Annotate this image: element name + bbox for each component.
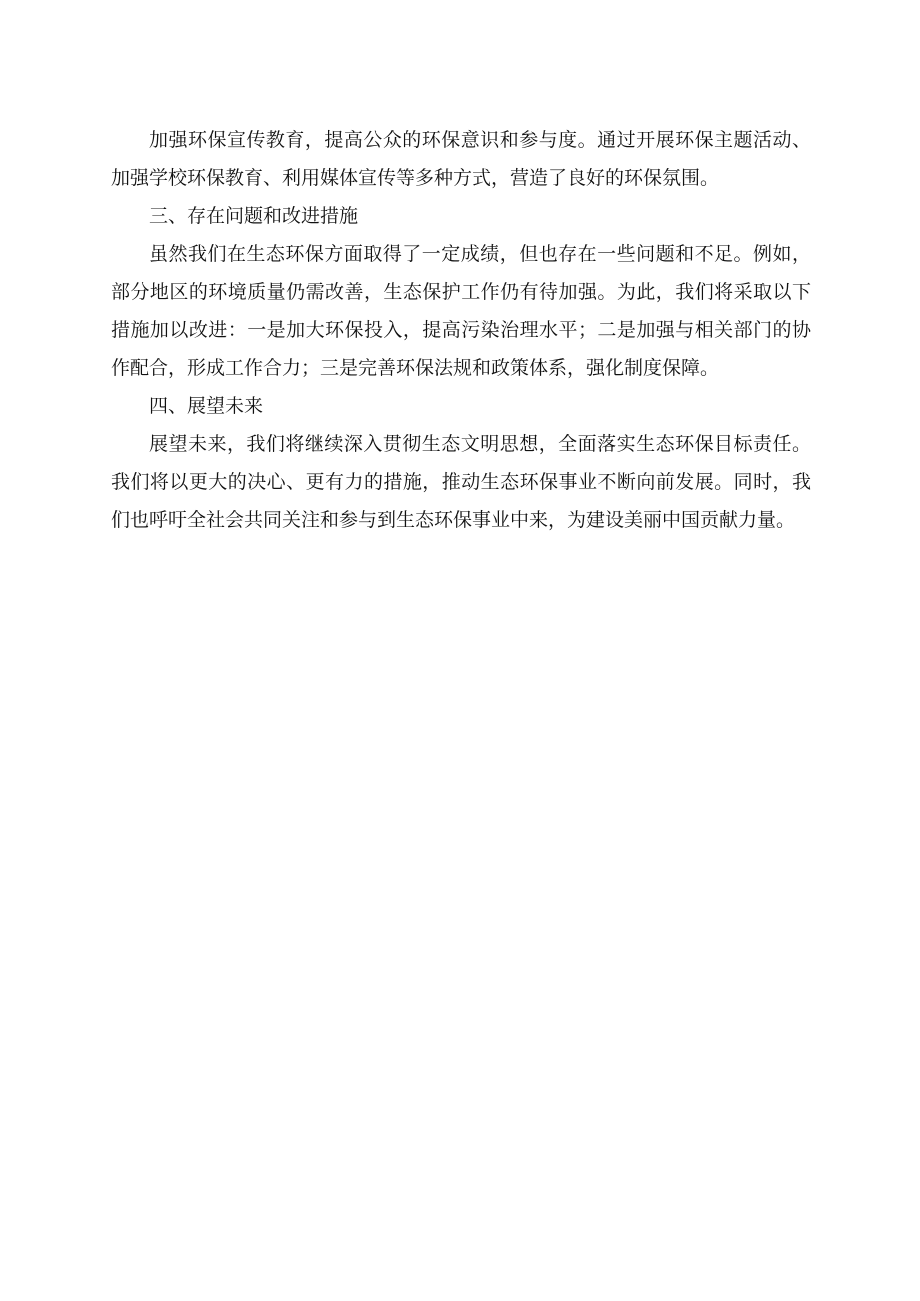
section-heading-outlook: 四、展望未来 bbox=[149, 395, 264, 417]
section-heading-problems-improvements: 三、存在问题和改进措施 bbox=[149, 205, 359, 227]
paragraph-outlook: 展望未来，我们将继续深入贯彻生态文明思想，全面落实生态环保目标责任。我们将以更大的决心、更有力的措施，推动生态环保事业不断向前发展。同时，我们也呼吁全社会共同关注和参与到生态环保事业中来，为建设美丽中国贡献力量。 bbox=[111, 433, 811, 531]
document-body bbox=[111, 121, 811, 539]
paragraph-problems-improvements: 虽然我们在生态环保方面取得了一定成绩，但也存在一些问题和不足。例如，部分地区的环境质量仍需改善，生态保护工作仍有待加强。为此，我们将采取以下措施加以改进：一是加大环保投入，提高污染治理水平；二是加强与相关部门的协作配合，形成工作合力；三是完善环保法规和政策体系，强化制度保障。 bbox=[111, 243, 811, 379]
paragraph-environmental-education: 加强环保宣传教育，提高公众的环保意识和参与度。通过开展环保主题活动、加强学校环保教育、利用媒体宣传等多种方式，营造了良好的环保氛围。 bbox=[111, 129, 811, 189]
